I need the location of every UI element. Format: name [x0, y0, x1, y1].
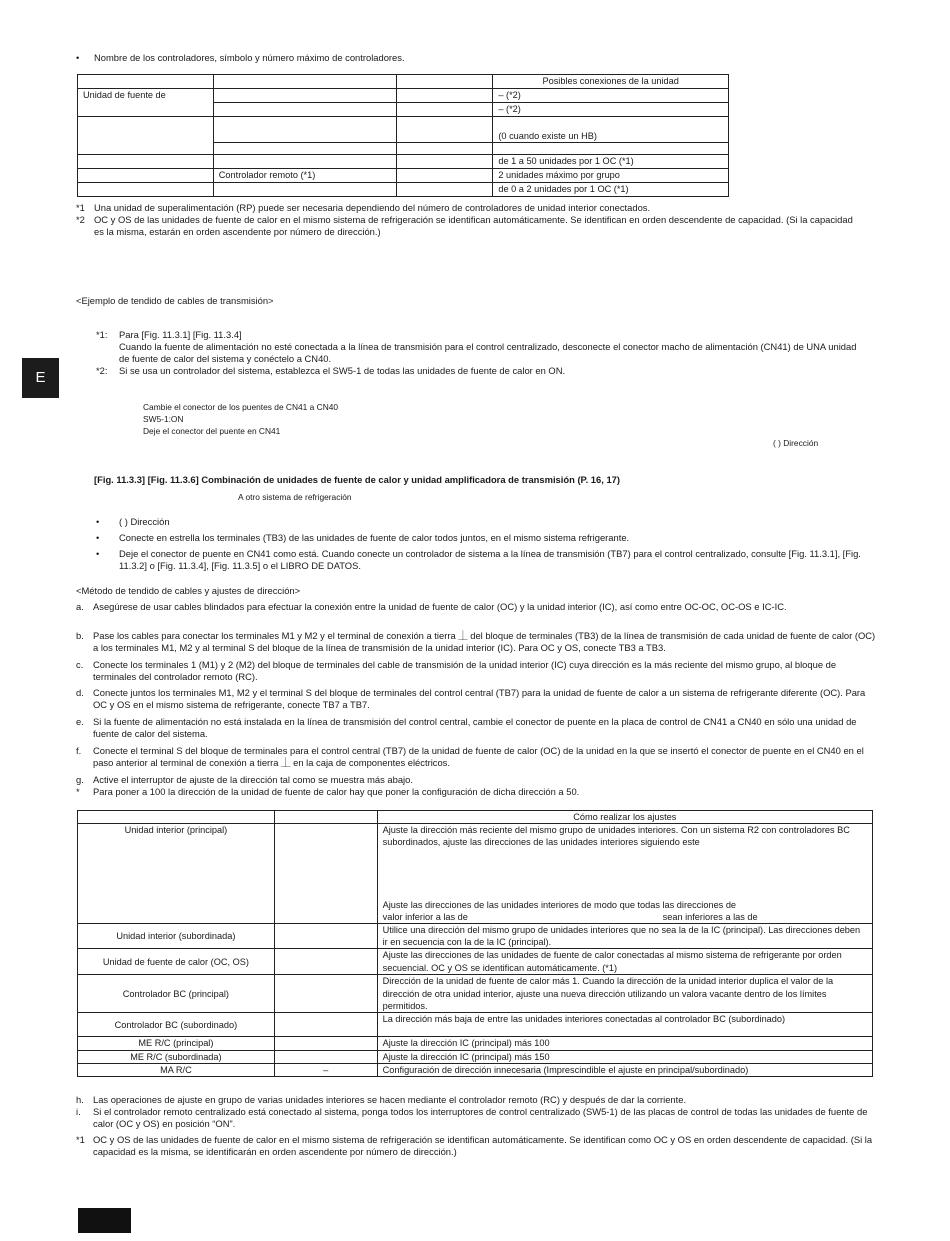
table-header: Cómo realizar los ajustes	[377, 811, 872, 824]
bullet-marker: •	[76, 52, 80, 63]
page-number-box	[78, 1208, 131, 1233]
table-cell	[213, 183, 396, 197]
table-cell: Ajuste las direcciones de las unidades de fuente de calor conectadas al mismo sistema de refrigerante por orden secuencial. OC y OS se identifican automáticamente. (*1)	[377, 949, 872, 975]
bullet-marker: •	[96, 532, 100, 543]
table-cell	[213, 155, 396, 169]
table-header: Posibles conexiones de la unidad	[493, 75, 729, 89]
note-text: Si se usa un controlador del sistema, establezca el SW5-1 de todas las unidades de fuente de calor en ON.	[119, 365, 566, 376]
figure-label: ( ) Dirección	[773, 438, 819, 448]
controllers-table	[77, 74, 729, 197]
table-cell: Unidad de fuente de	[78, 89, 214, 117]
table-cell	[274, 824, 377, 924]
list-item: f. Conecte el terminal S del bloque de terminales para el control central (TB7) de la unidad de fuente de calor (OC) de la unidad en la que se insertó el conector de puente en el CN40 en el paso anterior al terminal de conexión a tierra ⏊ en la caja de componentes eléctricos.	[76, 745, 864, 769]
figure-label: A otro sistema de refrigeración	[238, 492, 352, 502]
table-cell	[274, 1013, 377, 1037]
table-cell	[396, 169, 493, 183]
table-cell	[78, 155, 214, 169]
table-cell	[78, 183, 214, 197]
table-cell: Dirección de la unidad de fuente de calor más 1. Cuando la dirección de la unidad interior duplica el valor de la dirección de otra unidad interior, ajuste una nueva dirección utilizando un valora vacante dentro de los límites permitidos.	[377, 975, 872, 1013]
note-marker: *2:	[96, 365, 108, 376]
table-cell: Controlador BC (principal)	[78, 975, 275, 1013]
table-cell	[78, 169, 214, 183]
bullet-marker: •	[96, 516, 100, 527]
bullet-text: Conecte en estrella los terminales (TB3) de las unidades de fuente de calor todos juntos, en el mismo sistema refrigerante.	[119, 532, 630, 543]
table-cell	[274, 924, 377, 949]
table-cell	[377, 824, 872, 924]
table-cell: Utilice una dirección del mismo grupo de unidades interiores que no sea la de la IC (principal). Las direcciones deben ir en secuencia con la de la IC (principal).	[377, 924, 872, 949]
list-item: i. Si el controlador remoto centralizado está conectado al sistema, ponga todos los interruptores de control centralizado (SW5-1) de las placas de control de todas las unidades de fuente de calor (OC y OS) en posición “ON”.	[76, 1106, 868, 1130]
address-settings-table	[77, 810, 873, 1077]
table-cell	[396, 75, 493, 89]
table-cell	[213, 103, 396, 117]
cell-text: Ajuste la dirección más reciente del mismo grupo de unidades interiores. Con un sistema R2 con controladores BC subordinados, ajuste las direcciones de las unidades interiores siguiendo este	[382, 825, 850, 848]
table-cell	[213, 89, 396, 103]
note-marker: *1	[76, 202, 85, 213]
method-heading: <Método de tendido de cables y ajustes de dirección>	[76, 585, 301, 596]
table-cell	[78, 75, 214, 89]
table-cell: 2 unidades máximo por grupo	[493, 169, 729, 183]
list-item: h. Las operaciones de ajuste en grupo de varias unidades interiores se hacen mediante el controlador remoto (RC) y después de dar la corriente.	[76, 1094, 687, 1105]
table-cell	[396, 89, 493, 103]
cell-text: Ajuste las direcciones de las unidades interiores de modo que todas las direcciones de	[382, 900, 737, 911]
table-cell: Configuración de dirección innecesaria (Imprescindible el ajuste en principal/subordinado)	[377, 1063, 872, 1076]
table-cell	[396, 143, 493, 155]
footnote: *1 OC y OS de las unidades de fuente de calor en el mismo sistema de refrigeración se identifican automáticamente. Se identifican como OC y OS en orden descendente de capacidad. (Si la capacidad es la misma, se identificarán en orden ascendente por número de dirección.)	[76, 1134, 873, 1158]
table-cell: Unidad interior (principal)	[78, 824, 275, 924]
table-cell: de 1 a 50 unidades por 1 OC (*1)	[493, 155, 729, 169]
table-cell	[396, 155, 493, 169]
note-text: OC y OS de las unidades de fuente de calor en el mismo sistema de refrigeración se identifican automáticamente. Se identifican en orden descendente de capacidad. (Si la capacidad es la misma, estarán en orden ascendente por número de dirección.)	[94, 214, 853, 238]
intro-text: Nombre de los controladores, símbolo y número máximo de controladores.	[94, 52, 405, 63]
table-cell	[274, 949, 377, 975]
table-cell: – (*2)	[493, 103, 729, 117]
list-item: g. Active el interruptor de ajuste de la dirección tal como se muestra más abajo.	[76, 774, 413, 785]
table-cell: Controlador remoto (*1)	[213, 169, 396, 183]
figure-label: SW5-1:ON	[143, 414, 184, 424]
cell-text: valor inferior a las de	[382, 912, 468, 923]
table-cell: de 0 a 2 unidades por 1 OC (*1)	[493, 183, 729, 197]
note-marker: *2	[76, 214, 85, 225]
table-cell: – (*2)	[493, 89, 729, 103]
table-cell: Unidad interior (subordinada)	[78, 924, 275, 949]
table-cell	[78, 811, 275, 824]
list-item: a. Asegúrese de usar cables blindados para efectuar la conexión entre la unidad de fuente de calor (OC) y la unidad interior (IC), así como entre OC-OC, OC-OS e IC-IC.	[76, 601, 787, 612]
table-cell	[213, 75, 396, 89]
table-cell	[396, 103, 493, 117]
figure-label: Cambie el conector de los puentes de CN41 a CN40	[143, 402, 339, 412]
table-cell	[396, 183, 493, 197]
bullet-text: ( ) Dirección	[119, 516, 170, 527]
list-item: b. Pase los cables para conectar los terminales M1 y M2 y el terminal de conexión a tierra ⏊ del bloque de terminales (TB3) de la línea de transmisión de cada unidad de fuente de calor (OC) a los terminales M1, M2 y al terminal S del bloque de la línea de transmisión de la unidad interior (IC). Para OC y OS, conecte TB3 a TB3.	[76, 630, 876, 654]
table-cell: MA R/C	[78, 1063, 275, 1076]
example-heading: <Ejemplo de tendido de cables de transmisión>	[76, 295, 274, 306]
table-cell: Unidad de fuente de calor (OC, OS)	[78, 949, 275, 975]
table-cell	[78, 117, 214, 155]
table-cell	[493, 143, 729, 155]
bullet-marker: •	[96, 548, 100, 559]
list-item: c. Conecte los terminales 1 (M1) y 2 (M2) del bloque de terminales del cable de transmisión de la unidad interior (IC) cuya dirección es la más reciente del mismo grupo, al bloque de terminales del controlador remoto (RC).	[76, 659, 837, 683]
note-text: Una unidad de superalimentación (RP) puede ser necesaria dependiendo del número de controladores de unidad interior conectados.	[94, 202, 651, 213]
table-cell: –	[274, 1063, 377, 1076]
note-text: Cuando la fuente de alimentación no esté conectada a la línea de transmisión para el control centralizado, desconecte el conector macho de alimentación (CN41) de UNA unidad de fuente de calor del sistema y conéctelo a CN40.	[119, 341, 857, 365]
table-cell	[213, 143, 396, 155]
table-cell: Controlador BC (subordinado)	[78, 1013, 275, 1037]
table-cell	[396, 117, 493, 143]
list-item: d. Conecte juntos los terminales M1, M2 y el terminal S del bloque de terminales del control central (TB7) para la unidad de fuente de calor a un sistema de refrigerante diferente (OC). Para OC y OS en el mismo sistema de refrigerante, conecte TB7 a TB7.	[76, 687, 866, 711]
list-item: e. Si la fuente de alimentación no está instalada en la línea de transmisión del control central, cambie el conector de puente en la placa de control de CN41 a CN40 en sólo una unidad de fuente de calor del sistema.	[76, 716, 857, 740]
table-cell: Ajuste la dirección IC (principal) más 150	[377, 1050, 872, 1063]
bullet-text: Deje el conector de puente en CN41 como está. Cuando conecte un controlador de sistema a la línea de transmisión (TB7) para el control centralizado, consulte [Fig. 11.3.1], [Fig. 11.3.2] o [Fig. 11.3.4], [Fig. 11.3.5] o el LIBRO DE DATOS.	[119, 548, 861, 572]
note-text: Para [Fig. 11.3.1] [Fig. 11.3.4]	[119, 329, 242, 340]
table-cell: ME R/C (subordinada)	[78, 1050, 275, 1063]
table-cell	[274, 811, 377, 824]
table-cell	[274, 975, 377, 1013]
table-cell	[213, 117, 396, 143]
figure-heading: [Fig. 11.3.3] [Fig. 11.3.6] Combinación de unidades de fuente de calor y unidad amplificadora de transmisión (P. 16, 17)	[94, 474, 620, 485]
table-cell	[274, 1050, 377, 1063]
list-item: * Para poner a 100 la dirección de la unidad de fuente de calor hay que poner la configuración de dicha dirección a 50.	[76, 786, 580, 797]
table-cell	[274, 1037, 377, 1050]
table-cell: Ajuste la dirección IC (principal) más 100	[377, 1037, 872, 1050]
cell-text: sean inferiores a las de	[662, 912, 758, 923]
table-cell: ME R/C (principal)	[78, 1037, 275, 1050]
table-cell: (0 cuando existe un HB)	[493, 117, 729, 143]
language-tab: E	[22, 358, 59, 398]
note-marker: *1:	[96, 329, 108, 340]
table-cell: La dirección más baja de entre las unidades interiores conectadas al controlador BC (subordinado)	[377, 1013, 872, 1037]
figure-label: Deje el conector del puente en CN41	[143, 426, 281, 436]
